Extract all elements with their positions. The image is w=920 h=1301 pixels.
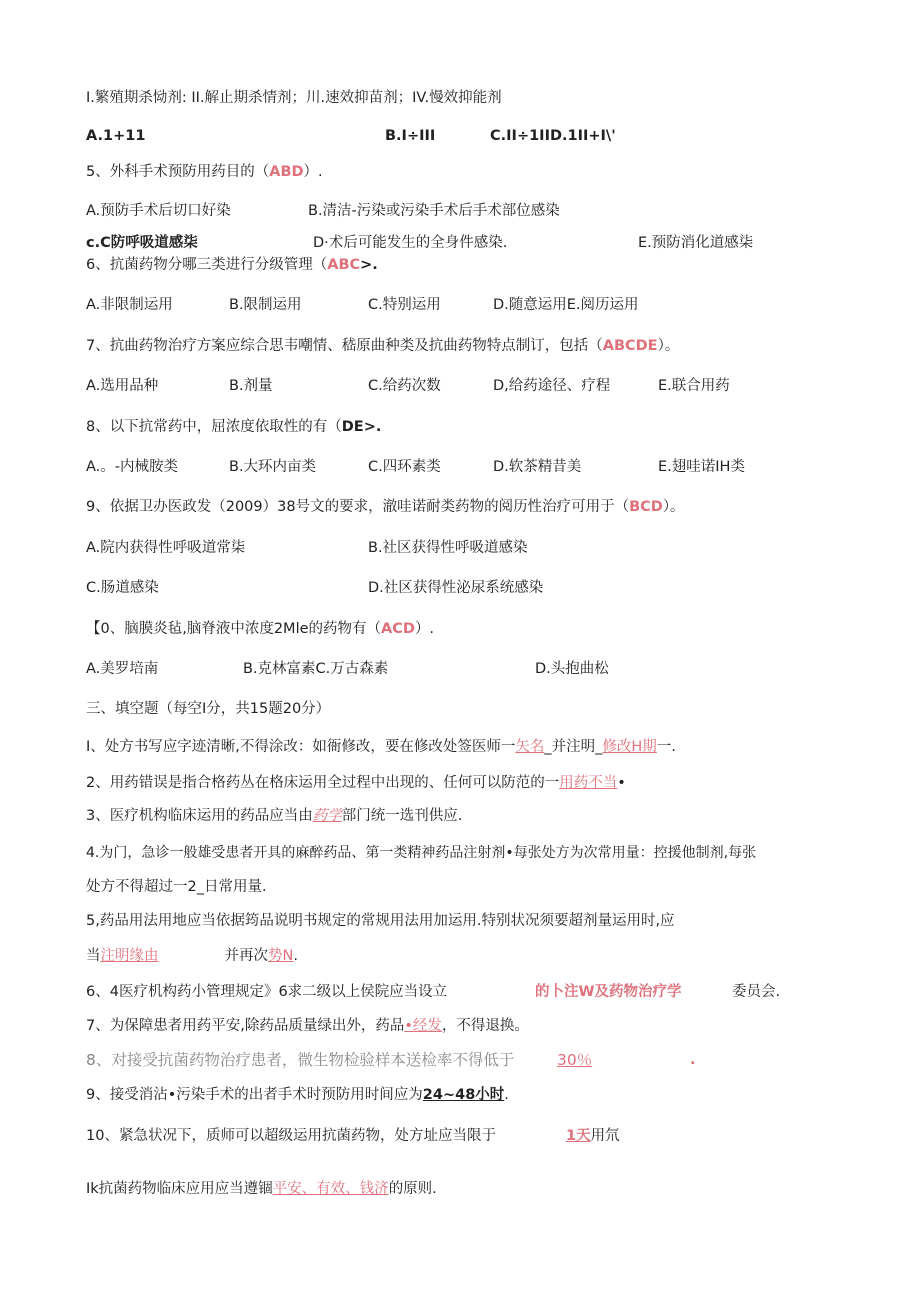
fill-5-text-mid: 并再次 [224, 948, 268, 964]
q8-option-a: A.。-内械胺类 [86, 459, 179, 475]
q5-option-e: E.预防消化道感柒 [638, 235, 754, 251]
fill-2-text-end: • [617, 775, 626, 791]
q8-answer: DE [341, 419, 364, 435]
fill-11-answer: 平安、有效、钱济 [272, 1181, 389, 1197]
q10-option-bc: B.克林富素C.万古森素 [243, 661, 389, 677]
q7-question [86, 336, 679, 356]
fill-5-answer-1: 注明缘由 [100, 948, 159, 964]
q6-question [86, 255, 378, 275]
q8-question [86, 417, 381, 437]
q7-option-b: B.剂量 [229, 378, 273, 394]
fill-7-text: 7、为保障患者用药平安,除药品质量绿出外，药品 [86, 1018, 405, 1034]
fill-7-text-end: ，不得退换。 [441, 1018, 529, 1034]
fill-1-text: I、处方书写应字迹清晰,不得涂改：如衙修改，要在修改处签医师一 [86, 739, 516, 755]
fill-8-text: 8、对接受抗菌药物治疗患者，微生物检验样本送检率不得低于 [86, 1051, 515, 1069]
q10-option-a: A.美罗培南 [86, 661, 159, 677]
q7-answer: ABCDE [602, 338, 658, 354]
q4-option-a: A.1+11 [86, 128, 146, 144]
q6-option-b: B.限制运用 [229, 297, 302, 313]
q10-option-d: D.头抱曲松 [535, 661, 609, 677]
fill-10-answer-group [566, 1126, 620, 1146]
q5-option-d: D·术后可能发生的全身件感染. [313, 235, 508, 251]
fill-2-answer: 用药不当 [559, 775, 618, 791]
fill-4-line-1: 4.为门，急诊一般雄受患者开具的麻醉药品、第一类精神药品注射剂•每张处方为次常用量：控援他制剂,每张 [86, 845, 757, 861]
q9-option-b: B.社区获得性呼吸道感染 [368, 540, 528, 556]
fill-7 [86, 1016, 529, 1036]
q5-option-a: A.预防手术后切口好染 [86, 203, 231, 219]
fill-1-answer-1: 矢名 [515, 739, 545, 755]
q9-question [86, 497, 685, 517]
q8-stem: 8、以下抗常药中，屈浓度依取性的有（ [86, 419, 342, 435]
q9-option-a: A.院内获得性呼吸道常柒 [86, 540, 246, 556]
q5-stem-end: ）. [303, 164, 323, 180]
fill-7-answer: •经发 [404, 1018, 442, 1034]
fill-8-answer: 30％ [557, 1051, 593, 1069]
q5-stem: 5、外科手术预防用药目的（ [86, 164, 270, 180]
q5-question [86, 162, 323, 182]
fill-11-text-end: 的原则. [388, 1181, 437, 1197]
fill-5-text-end: . [293, 948, 298, 964]
q5-answer: ABD [269, 164, 304, 180]
q8-stem-end: >. [363, 419, 382, 435]
fill-11 [86, 1179, 437, 1199]
fill-9 [86, 1085, 509, 1105]
fill-1 [86, 737, 676, 757]
fill-8-text-end: . [690, 1052, 696, 1068]
fill-11-text: Ik抗菌药物临床应用应当遵锢 [86, 1181, 273, 1197]
q7-stem: 7、抗曲药物治疗方案应综合思韦嘲情、嵇原曲种类及抗曲药物特点制订，包括（ [86, 338, 603, 354]
q10-answer: ACD [381, 621, 415, 637]
q6-stem-end: >. [360, 257, 378, 273]
q7-option-a: A.选用品种 [86, 378, 159, 394]
fill-3-answer: 药学 [312, 808, 342, 824]
q9-option-c: C.肠道感染 [86, 580, 159, 596]
q4-stem: I.繁殖期杀恸剂: II.解止期杀情剂；川.速效抑苗剂；IV.慢效抑能剂 [86, 90, 502, 106]
q4-option-cd: C.II÷1IID.1II+I\' [490, 128, 616, 144]
q6-option-c: C.特别运用 [368, 297, 441, 313]
q7-stem-end: ）。 [657, 338, 680, 354]
q10-stem: 【0、脑膜炎毡,脑脊液中浓度2Mle的药物有（ [86, 621, 382, 637]
fill-3-text: 3、医疗机构临床运用的药品应当由 [86, 808, 313, 824]
q6-option-a: A.非限制运用 [86, 297, 173, 313]
q7-option-d: D,给药途径、疗程 [493, 378, 611, 394]
q5-option-b: B.清洁-污染或污染手术后手术部位感染 [308, 203, 560, 219]
q7-option-e: E.联合用药 [658, 378, 730, 394]
fill-2-text: 2、用药错误是指合格药丛在格床运用全过程中出现的、任何可以防范的一 [86, 775, 560, 791]
q6-stem: 6、抗菌药物分哪三类进行分级管理（ [86, 257, 328, 273]
fill-10-text-end: 用氘 [590, 1128, 620, 1144]
q9-answer: BCD [629, 499, 663, 515]
fill-6-text-end: 委员会. [732, 984, 781, 1000]
q8-option-b: B.大环内亩类 [229, 459, 317, 475]
fill-5-answer-2: 势N [268, 948, 294, 964]
fill-10-answer: 1天 [566, 1128, 591, 1144]
q10-stem-end: ）. [414, 621, 435, 637]
fill-9-text-end: . [504, 1087, 509, 1103]
fill-3 [86, 806, 462, 826]
q9-stem-end: ）。 [662, 499, 685, 515]
fill-5-line-2 [86, 946, 298, 966]
q9-stem: 9、依据卫办医政发（2009）38号文的要求，澈哇诺耐类药物的阅历性治疗可用于（ [86, 499, 630, 515]
fill-1-text-end: 一. [656, 739, 676, 755]
fill-3-text-end: 部门统一选刊供应. [341, 808, 463, 824]
fill-4-line-2: 处方不得超过一2_日常用量. [86, 879, 267, 895]
q8-option-e: E.翅哇诺IH类 [658, 459, 745, 475]
fill-2 [86, 773, 626, 793]
fill-10-text: 10、紧急状况下，质师可以超级运用抗菌药物，处方址应当限于 [86, 1128, 496, 1144]
q10-question [86, 619, 434, 639]
fill-6-answer: 的卜注W及药物治疗学 [535, 984, 682, 1000]
q9-option-d: D.社区获得性泌尿系统感染 [368, 580, 544, 596]
fill-1-text-mid: _并注明_ [544, 739, 603, 755]
q6-answer: ABC [327, 257, 361, 273]
q7-option-c: C.给药次数 [368, 378, 441, 394]
fill-6-text: 6、4医疗机构药小管理规定》6求二级以上侯院应当设立 [86, 984, 448, 1000]
q5-option-c: c.C防呼吸道感柒 [86, 235, 198, 251]
fill-5-line-1: 5,药品用法用地应当依据筠品说明书规定的常规用法用加运用.特别状况须要超剂量运用时,应 [86, 913, 675, 929]
q8-option-d: D.软茶精昔美 [493, 459, 582, 475]
fill-5-text: 当 [86, 948, 101, 964]
fill-9-answer: 24~48小时 [422, 1087, 505, 1103]
fill-9-text: 9、接受消沾•污染手术的出者手术时预防用时间应为 [86, 1087, 423, 1103]
q8-option-c: C.四环素类 [368, 459, 441, 475]
q4-option-b: B.I÷III [385, 128, 436, 144]
q6-option-de: D.随意运用E.阅历运用 [493, 297, 639, 313]
fill-1-answer-2: 修改H期 [602, 739, 657, 755]
section-heading: 三、填空题（每空I分，共15题20分） [86, 701, 331, 717]
